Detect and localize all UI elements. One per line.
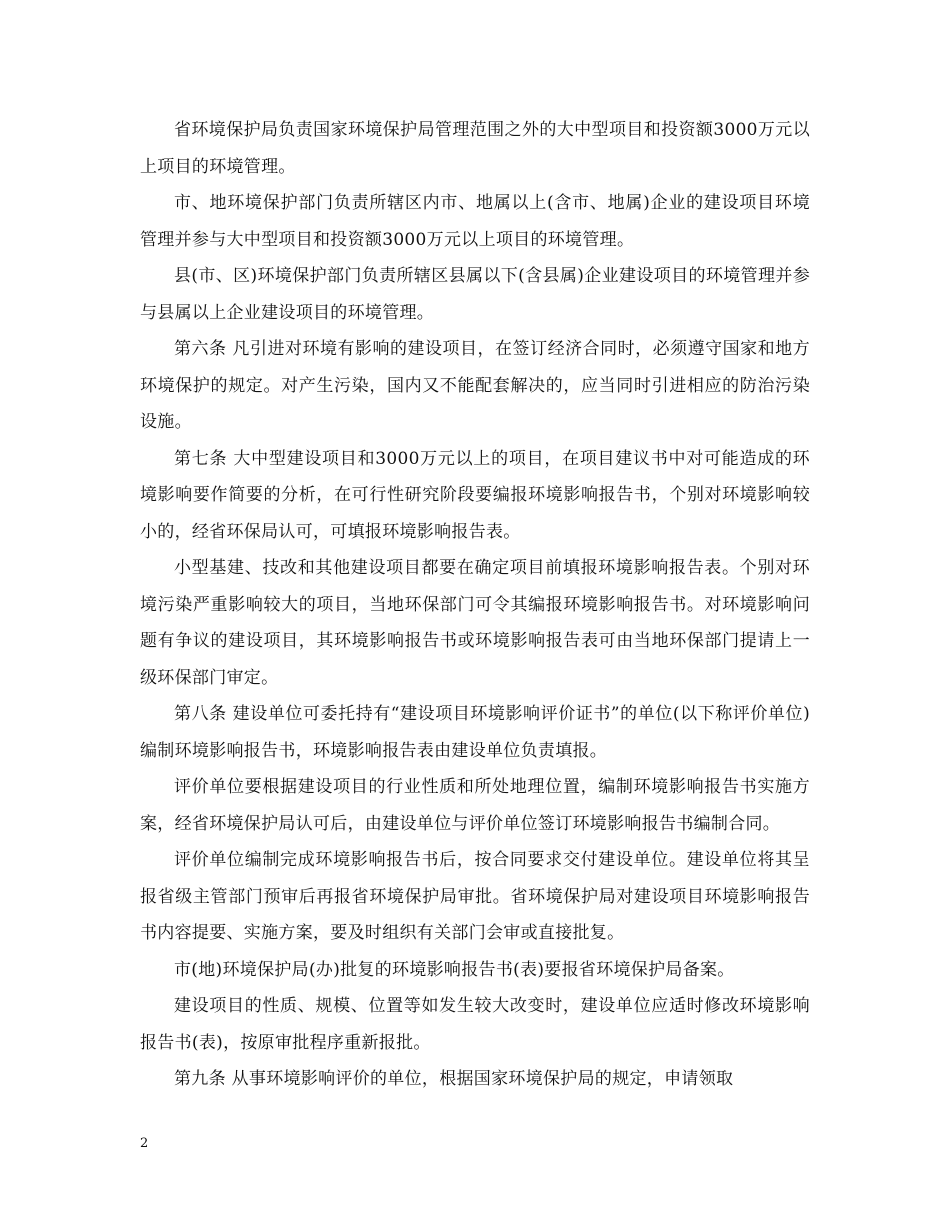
paragraph: 小型基建、技改和其他建设项目都要在确定项目前填报环境影响报告表。个别对环境污染严重影响较大的项目，当地环保部门可令其编报环境影响报告书。对环境影响问题有争议的建设项目，其环境影响报告书或环境影响报告表可由当地环保部门提请上一级环保部门审定。 <box>140 558 810 688</box>
paragraph: 省环境保护局负责国家环境保护局管理范围之外的大中型项目和投资额3000万元以上项目的环境管理。 <box>140 120 810 177</box>
paragraph: 第九条 从事环境影响评价的单位，根据国家环境保护局的规定，申请领取 <box>174 1069 734 1089</box>
paragraph: 建设项目的性质、规模、位置等如发生较大改变时，建设单位应适时修改环境影响报告书(表)，按原审批程序重新报批。 <box>140 996 810 1053</box>
body-text <box>140 112 810 1098</box>
paragraph: 县(市、区)环境保护部门负责所辖区县属以下(含县属)企业建设项目的环境管理并参与县属以上企业建设项目的环境管理。 <box>140 266 810 323</box>
paragraph: 评价单位要根据建设项目的行业性质和所处地理位置，编制环境影响报告书实施方案，经省环境保护局认可后，由建设单位与评价单位签订环境影响报告书编制合同。 <box>140 777 810 834</box>
paragraph: 市(地)环境保护局(办)批复的环境影响报告书(表)要报省环境保护局备案。 <box>174 959 735 980</box>
page-number: 2 <box>140 1136 149 1151</box>
paragraph: 第六条 凡引进对环境有影响的建设项目，在签订经济合同时，必须遵守国家和地方环境保护的规定。对产生污染，国内又不能配套解决的，应当同时引进相应的防治污染设施。 <box>140 339 810 432</box>
paragraph: 市、地环境保护部门负责所辖区内市、地属以上(含市、地属)企业的建设项目环境管理并参与大中型项目和投资额3000万元以上项目的环境管理。 <box>140 193 810 250</box>
paragraph: 第七条 大中型建设项目和3000万元以上的项目，在项目建议书中对可能造成的环境影响要作简要的分析，在可行性研究阶段要编报环境影响报告书，个别对环境影响较小的，经省环保局认可，可填报环境影响报告表。 <box>140 448 810 542</box>
paragraph: 第八条 建设单位可委托持有“建设项目环境影响评价证书”的单位(以下称评价单位)编制环境影响报告书，环境影响报告表由建设单位负责填报。 <box>140 704 810 761</box>
paragraph: 评价单位编制完成环境影响报告书后，按合同要求交付建设单位。建设单位将其呈报省级主管部门预审后再报省环境保护局审批。省环境保护局对建设项目环境影响报告书内容提要、实施方案，要及时组织有关部门会审或直接批复。 <box>140 850 810 943</box>
